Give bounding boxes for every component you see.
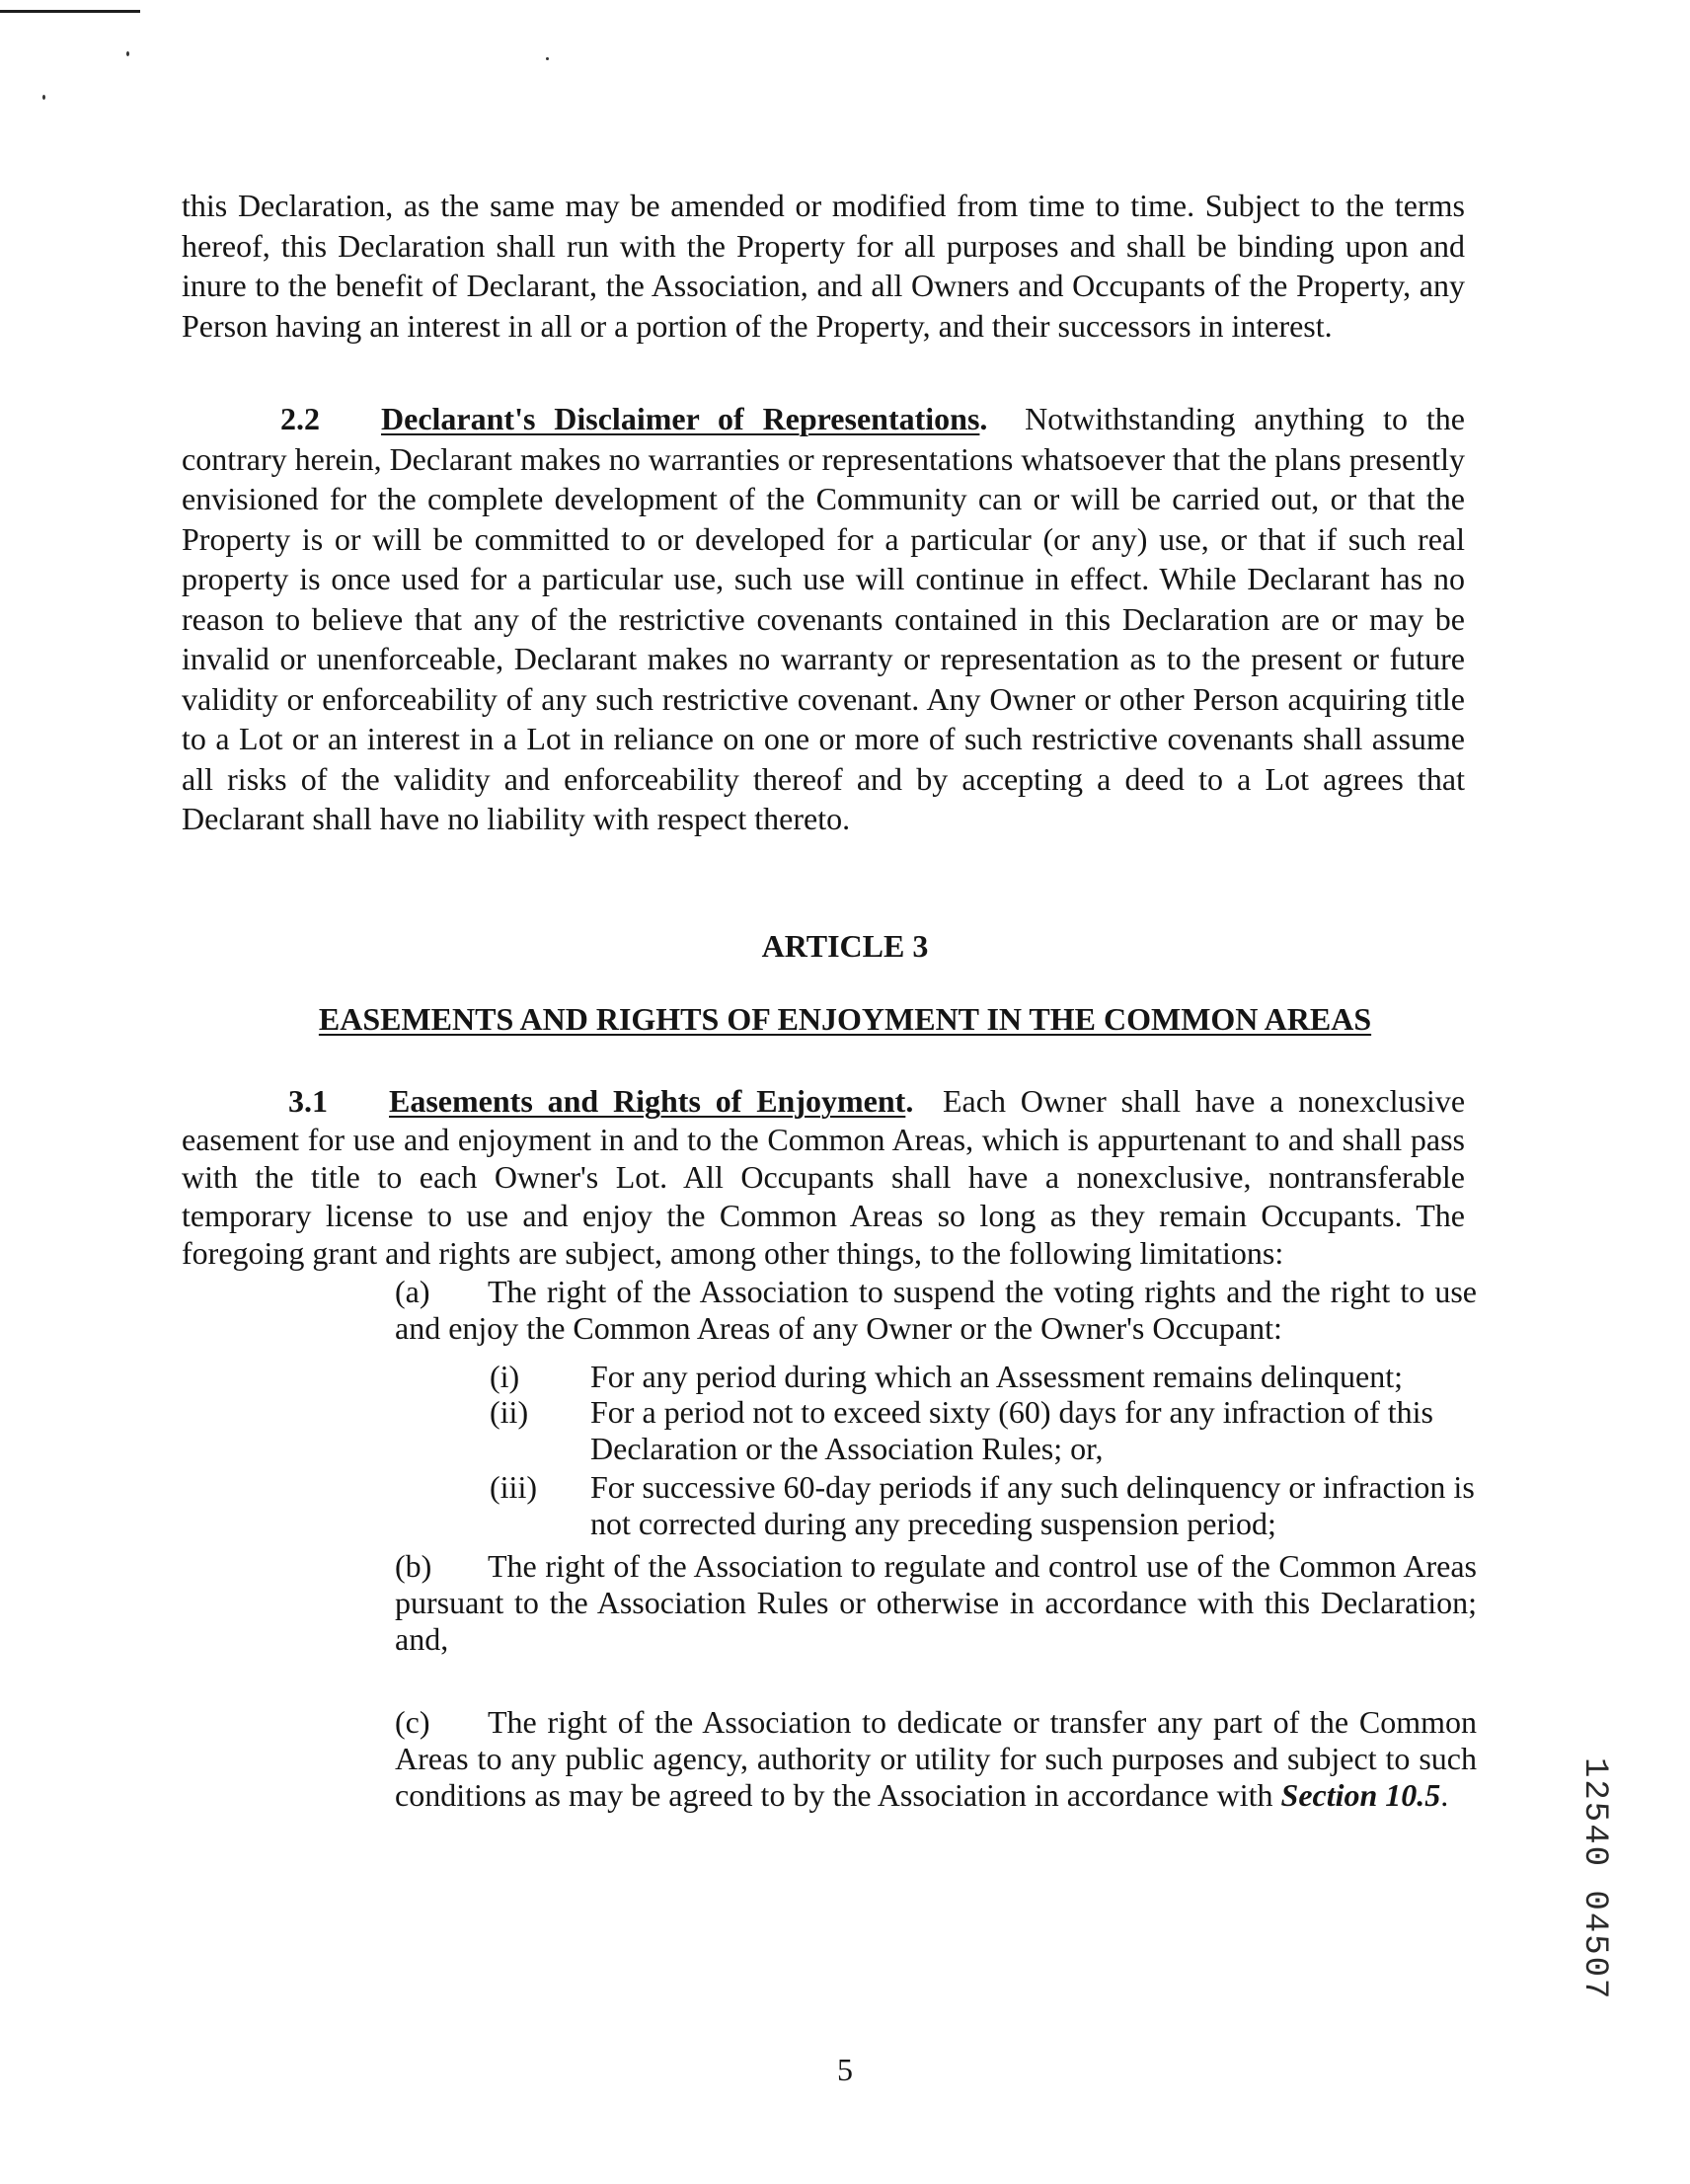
document-stamp-number: 12540 04507 [1575,1757,1613,2001]
section-3-1-number: 3.1 [288,1083,328,1119]
section-reference: Section 10.5 [1280,1777,1441,1813]
sub-item-iii [490,1469,1477,1542]
list-item-b [395,1548,1477,1658]
list-item-text: The right of the Association to suspend the voting rights and the right to use and enjoy the Common Areas of any Owner or the Owner's Occupant: [395,1274,1477,1346]
list-item-c [395,1704,1477,1814]
section-3-1: 3.1 Easements and Rights of Enjoyment. Each Owner shall have a nonexclusive easement for use and enjoyment in and to the Common Areas, which is appurtenant to and shall pass with the title to each Owner's Lot. All Occupants shall have a nonexclusive, nontransferable temporary license to use and enjoy the Common Areas so long as they remain Occupants. The foregoing grant and rights are subject, among other things, to the following limitations: [182,1083,1466,1271]
list-item-text: The right of the Association to regulate and control use of the Common Areas pursuant to the Association Rules or otherwise in accordance with this Declaration; and, [395,1548,1477,1657]
section-2-2: 2.2 Declarant's Disclaimer of Representations. Notwithstanding anything to the contrary herein, Declarant makes no warranties or representations whatsoever that the plans presently envisioned for the complete development of the Community can or will be carried out, or that the Property is or will be committed to or developed for a particular (or any) use, or that if such real property is once used for a particular use, such use will continue in effect. While Declarant has no reason to believe that any of the restrictive covenants contained in this Declaration are or may be invalid or unenforceable, Declarant makes no warranty or representation as to the present or future validity or enforceability of any such restrictive covenant. Any Owner or other Person acquiring title to a Lot or an interest in a Lot in reliance on one or more of such restrictive covenants shall assume all risks of the validity and enforceability thereof and by accepting a deed to a Lot agrees that Declarant shall have no liability with respect thereto. [182,401,1465,836]
scan-speck [126,51,129,56]
list-item-label: (a) [395,1274,430,1309]
list-item-label: (c) [395,1704,430,1740]
article-title [0,1001,1690,1038]
paragraph-2-1-continuation: this Declaration, as the same may be amended or modified from time to time. Subject to the terms hereof, this Declaration shall run with the Property for all purposes and shall be binding upon and inure to the benefit of Declarant, the Association, and all Owners and Occupants of the Property, any Person having an interest in all or a portion of the Property, and their successors in interest. [182,188,1465,344]
scan-speck [42,95,45,100]
page-number: 5 [837,2052,853,2087]
list-item-end: . [1440,1777,1449,1813]
sub-item-ii [490,1394,1477,1467]
section-2-2-title: Declarant's Disclaimer of Representations [381,401,980,436]
scan-artifact-line [0,10,140,13]
section-3-1-text: Each Owner shall have a nonexclusive easement for use and enjoyment in and to the Common Areas, which is appurtenant to and shall pass with the title to each Owner's Lot. All Occupants shall have a nonexclusive, nontransferable temporary license to use and enjoy the Common Areas so long as they remain Occupants. The foregoing grant and rights are subject, among other things, to the following limitations: [182,1083,1466,1271]
scan-speck [546,57,549,60]
sub-item-text: For successive 60-day periods if any such delinquency or infraction is not corrected during any preceding suspension period; [590,1469,1475,1541]
list-item-text: The right of the Association to dedicate or transfer any part of the Common Areas to any public agency, authority or utility for such purposes and subject to such conditions as may be agreed to by the Association in accordance with [395,1704,1477,1813]
sub-item-label: (i) [490,1359,520,1394]
section-3-1-title: Easements and Rights of Enjoyment [389,1083,906,1119]
article-heading: ARTICLE 3 [761,928,929,964]
list-item-a [395,1274,1477,1347]
sub-item-label: (iii) [490,1469,537,1505]
sub-item-label: (ii) [490,1394,529,1430]
section-2-2-text: Notwithstanding anything to the contrary herein, Declarant makes no warranties or representations whatsoever that the plans presently envisioned for the complete development of the Community can or will be carried out, or that the Property is or will be committed to or developed for a particular (or any) use, or that if such real property is once used for a particular use, such use will continue in effect. While Declarant has no reason to believe that any of the restrictive covenants contained in this Declaration are or may be invalid or unenforceable, Declarant makes no warranty or representation as to the present or future validity or enforceability of any such restrictive covenant. Any Owner or other Person acquiring title to a Lot or an interest in a Lot in reliance on one or more of such restrictive covenants shall assume all risks of the validity and enforceability thereof and by accepting a deed to a Lot agrees that Declarant shall have no liability with respect thereto. [182,401,1465,836]
article-title-text: EASEMENTS AND RIGHTS OF ENJOYMENT IN THE COMMON AREAS [318,1001,1372,1037]
sub-item-text: For a period not to exceed sixty (60) days for any infraction of this Declaration or the Association Rules; or, [590,1394,1433,1466]
list-item-label: (b) [395,1548,432,1584]
sub-item-i [490,1359,1477,1395]
section-2-2-number: 2.2 [280,401,320,436]
sub-item-text: For any period during which an Assessment remains delinquent; [590,1359,1403,1394]
